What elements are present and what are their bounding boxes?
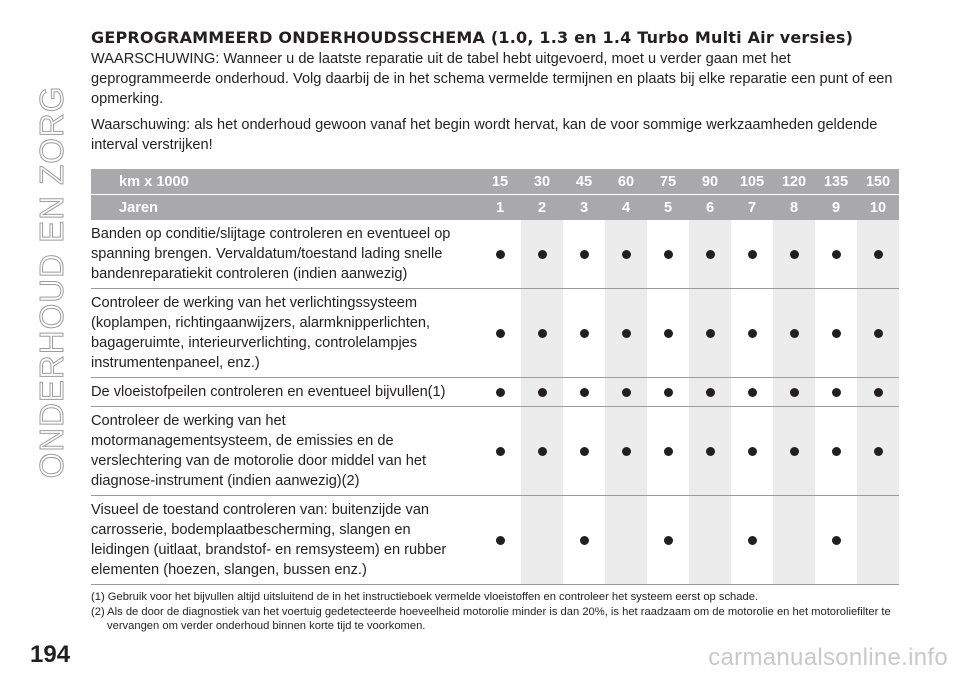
scheduled-dot-icon: [580, 329, 589, 338]
schedule-cell: [815, 220, 857, 289]
scheduled-dot-icon: [622, 329, 631, 338]
schedule-cell: [563, 289, 605, 378]
schedule-cell: [773, 220, 815, 289]
scheduled-dot-icon: [496, 250, 505, 259]
schedule-cell: [857, 407, 899, 496]
scheduled-dot-icon: [832, 388, 841, 397]
chapter-side-label: ONDERHOUD EN ZORG: [33, 85, 70, 479]
scheduled-dot-icon: [496, 388, 505, 397]
schedule-cell: [563, 407, 605, 496]
table-row: [91, 289, 899, 378]
schedule-cell: [521, 496, 563, 585]
years-header-row-cell: 7: [731, 195, 773, 221]
schedule-cell: [479, 496, 521, 585]
km-header-row: [91, 169, 899, 195]
scheduled-dot-icon: [832, 536, 841, 545]
scheduled-dot-icon: [874, 447, 883, 456]
scheduled-dot-icon: [538, 250, 547, 259]
schedule-cell: [773, 289, 815, 378]
years-header-row-cell: 1: [479, 195, 521, 221]
km-header-row-cell: 135: [815, 169, 857, 195]
years-header-row-cell: 2: [521, 195, 563, 221]
schedule-cell: [731, 407, 773, 496]
scheduled-dot-icon: [874, 388, 883, 397]
scheduled-dot-icon: [706, 329, 715, 338]
footnote-2: (2) Als de door de diagnostiek van het voertuig gedetecteerde hoeveelheid motorolie minder is dan 20%, is het raadzaam om de motorolie en het motoroliefilter te vervangen om verder onderhoud binnen korte tijd te voorkomen.: [91, 605, 891, 632]
scheduled-dot-icon: [790, 388, 799, 397]
scheduled-dot-icon: [706, 250, 715, 259]
row-description: Controleer de werking van het verlichtingssysteem (koplampen, richtingaanwijzers, alarmknipperlichten, bagageruimte, interieurverlichting, controlelampjes instrumentenpaneel, enz.): [91, 289, 479, 378]
schedule-cell: [563, 220, 605, 289]
schedule-cell: [563, 378, 605, 407]
schedule-cell: [815, 289, 857, 378]
km-header-row-cell: 90: [689, 169, 731, 195]
schedule-cell: [815, 407, 857, 496]
schedule-cell: [521, 378, 563, 407]
row-description: De vloeistofpeilen controleren en eventueel bijvullen(1): [91, 378, 479, 407]
scheduled-dot-icon: [580, 536, 589, 545]
scheduled-dot-icon: [664, 250, 673, 259]
schedule-cell: [689, 496, 731, 585]
scheduled-dot-icon: [832, 250, 841, 259]
scheduled-dot-icon: [748, 536, 757, 545]
scheduled-dot-icon: [580, 447, 589, 456]
scheduled-dot-icon: [538, 388, 547, 397]
km-header-row-cell: 150: [857, 169, 899, 195]
schedule-cell: [605, 496, 647, 585]
table-row: [91, 496, 899, 585]
schedule-cell: [731, 220, 773, 289]
schedule-cell: [773, 407, 815, 496]
scheduled-dot-icon: [832, 329, 841, 338]
km-header-row-cell: 45: [563, 169, 605, 195]
scheduled-dot-icon: [790, 447, 799, 456]
schedule-cell: [521, 289, 563, 378]
scheduled-dot-icon: [664, 536, 673, 545]
table-row: [91, 378, 899, 407]
warning-paragraph: WAARSCHUWING: Wanneer u de laatste reparatie uit de tabel hebt uitgevoerd, moet u verder gaan met het geprogrammeerde onderhoud. Volg daarbij de in het schema vermelde termijnen en plaats bij elke reparatie een punt of een opmerking.: [91, 51, 893, 107]
years-header-row-cell: 9: [815, 195, 857, 221]
schedule-cell: [479, 220, 521, 289]
schedule-cell: [773, 496, 815, 585]
scheduled-dot-icon: [538, 447, 547, 456]
row-description: Banden op conditie/slijtage controleren en eventueel op spanning brengen. Vervaldatum/toestand lading snelle bandenreparatiekit controleren (indien aanwezig): [91, 220, 479, 289]
scheduled-dot-icon: [874, 250, 883, 259]
km-header-row-cell: 75: [647, 169, 689, 195]
km-header-row-label: km x 1000: [91, 169, 479, 195]
schedule-cell: [689, 378, 731, 407]
scheduled-dot-icon: [790, 329, 799, 338]
table-row: [91, 220, 899, 289]
schedule-cell: [479, 407, 521, 496]
scheduled-dot-icon: [748, 329, 757, 338]
table-row: [91, 407, 899, 496]
schedule-cell: [857, 496, 899, 585]
schedule-cell: [605, 289, 647, 378]
scheduled-dot-icon: [496, 329, 505, 338]
schedule-cell: [605, 407, 647, 496]
schedule-cell: [689, 289, 731, 378]
schedule-cell: [815, 496, 857, 585]
scheduled-dot-icon: [664, 447, 673, 456]
section-title: GEPROGRAMMEERD ONDERHOUDSSCHEMA (1.0, 1.3 en 1.4 Turbo Multi Air versies): [91, 28, 854, 47]
row-description: Visueel de toestand controleren van: buitenzijde van carrosserie, bodemplaatbescherming, slangen en leidingen (uitlaat, brandstof- en remsysteem) en rubber elementen (hoezen, slangen, bussen enz.): [91, 496, 479, 585]
scheduled-dot-icon: [580, 388, 589, 397]
scheduled-dot-icon: [874, 329, 883, 338]
schedule-cell: [689, 407, 731, 496]
scheduled-dot-icon: [580, 250, 589, 259]
page-number: 194: [30, 641, 71, 668]
scheduled-dot-icon: [496, 447, 505, 456]
schedule-cell: [647, 496, 689, 585]
schedule-cell: [857, 220, 899, 289]
years-header-row-cell: 5: [647, 195, 689, 221]
table-body: [91, 220, 899, 585]
km-header-row-cell: 15: [479, 169, 521, 195]
schedule-cell: [647, 220, 689, 289]
schedule-cell: [731, 289, 773, 378]
schedule-cell: [605, 378, 647, 407]
scheduled-dot-icon: [664, 388, 673, 397]
km-header-row-cell: 120: [773, 169, 815, 195]
schedule-cell: [521, 407, 563, 496]
schedule-cell: [479, 289, 521, 378]
schedule-cell: [731, 496, 773, 585]
schedule-cell: [521, 220, 563, 289]
years-header-row: [91, 195, 899, 221]
years-header-row-cell: 10: [857, 195, 899, 221]
schedule-cell: [857, 378, 899, 407]
km-header-row-cell: 30: [521, 169, 563, 195]
schedule-cell: [479, 378, 521, 407]
scheduled-dot-icon: [664, 329, 673, 338]
schedule-cell: [815, 378, 857, 407]
scheduled-dot-icon: [790, 250, 799, 259]
footnote-1: (1) Gebruik voor het bijvullen altijd uitsluitend de in het instructieboek vermelde vloeistoffen en controleer het systeem eerst op schade.: [91, 591, 759, 603]
years-header-row-cell: 8: [773, 195, 815, 221]
schedule-cell: [689, 220, 731, 289]
scheduled-dot-icon: [622, 250, 631, 259]
scheduled-dot-icon: [748, 388, 757, 397]
watermark: carmanualsonline.info: [708, 644, 948, 671]
schedule-cell: [647, 407, 689, 496]
scheduled-dot-icon: [706, 447, 715, 456]
note-paragraph: Waarschuwing: als het onderhoud gewoon vanaf het begin wordt hervat, kan de voor sommige werkzaamheden geldende interval verstrijken!: [91, 117, 878, 153]
table-header: [91, 169, 899, 220]
schedule-cell: [647, 378, 689, 407]
scheduled-dot-icon: [622, 388, 631, 397]
scheduled-dot-icon: [748, 250, 757, 259]
years-header-row-cell: 6: [689, 195, 731, 221]
scheduled-dot-icon: [622, 447, 631, 456]
schedule-cell: [647, 289, 689, 378]
years-header-row-cell: 3: [563, 195, 605, 221]
row-description: Controleer de werking van het motormanagementsysteem, de emissies en de verslechtering van de motorolie door middel van het diagnose-instrument (indien aanwezig)(2): [91, 407, 479, 496]
schedule-cell: [563, 496, 605, 585]
years-header-row-cell: 4: [605, 195, 647, 221]
scheduled-dot-icon: [538, 329, 547, 338]
years-header-row-label: Jaren: [91, 195, 479, 221]
schedule-cell: [731, 378, 773, 407]
scheduled-dot-icon: [496, 536, 505, 545]
scheduled-dot-icon: [706, 388, 715, 397]
scheduled-dot-icon: [748, 447, 757, 456]
scheduled-dot-icon: [832, 447, 841, 456]
schedule-cell: [857, 289, 899, 378]
km-header-row-cell: 60: [605, 169, 647, 195]
schedule-cell: [605, 220, 647, 289]
footnotes: [91, 590, 899, 634]
maintenance-schedule-table: [91, 169, 899, 585]
page-content: [91, 30, 899, 634]
schedule-cell: [773, 378, 815, 407]
km-header-row-cell: 105: [731, 169, 773, 195]
